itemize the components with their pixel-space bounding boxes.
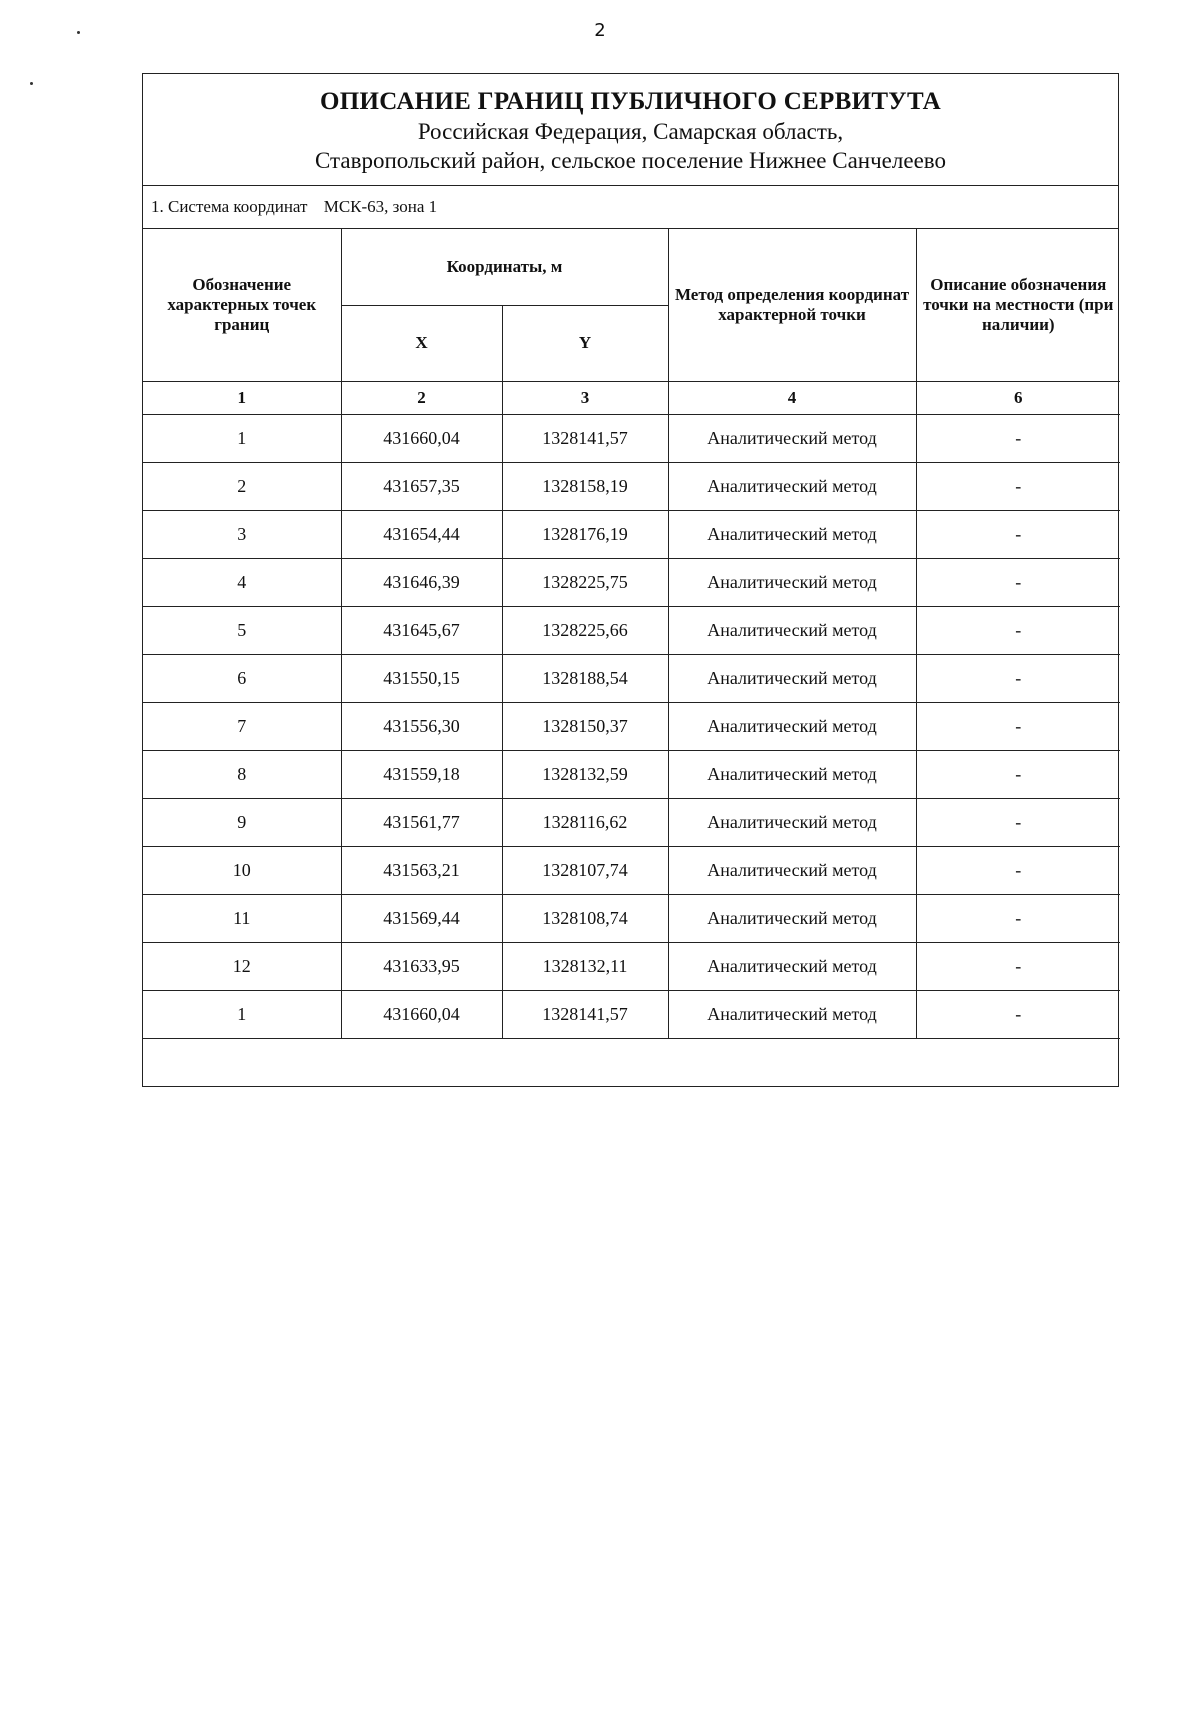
cell-x: 431657,35 xyxy=(341,462,502,510)
cell-method: Аналитический метод xyxy=(668,894,916,942)
cell-y: 1328158,19 xyxy=(502,462,668,510)
cell-y: 1328141,57 xyxy=(502,990,668,1038)
cell-point: 1 xyxy=(143,990,341,1038)
cell-x: 431563,21 xyxy=(341,846,502,894)
cell-point: 6 xyxy=(143,654,341,702)
column-number: 4 xyxy=(668,381,916,414)
table-row xyxy=(143,798,1120,846)
header-y: Y xyxy=(502,305,668,381)
cell-point: 8 xyxy=(143,750,341,798)
cell-description: - xyxy=(916,558,1120,606)
scan-artifact-dot xyxy=(30,82,33,85)
cell-description: - xyxy=(916,510,1120,558)
header-x: X xyxy=(341,305,502,381)
cell-x: 431556,30 xyxy=(341,702,502,750)
coordinate-system-label: 1. Система координат xyxy=(151,197,308,216)
cell-description: - xyxy=(916,702,1120,750)
table-row xyxy=(143,750,1120,798)
cell-point: 3 xyxy=(143,510,341,558)
table-footer-row xyxy=(143,1038,1120,1086)
cell-description: - xyxy=(916,894,1120,942)
table-row xyxy=(143,558,1120,606)
table-row xyxy=(143,846,1120,894)
cell-method: Аналитический метод xyxy=(668,414,916,462)
empty-footer-cell xyxy=(143,1038,1120,1086)
cell-method: Аналитический метод xyxy=(668,654,916,702)
cell-point: 12 xyxy=(143,942,341,990)
cell-x: 431654,44 xyxy=(341,510,502,558)
cell-x: 431660,04 xyxy=(341,414,502,462)
table-row xyxy=(143,414,1120,462)
cell-point: 4 xyxy=(143,558,341,606)
cell-description: - xyxy=(916,654,1120,702)
cell-description: - xyxy=(916,462,1120,510)
cell-y: 1328107,74 xyxy=(502,846,668,894)
cell-method: Аналитический метод xyxy=(668,558,916,606)
cell-x: 431559,18 xyxy=(341,750,502,798)
document-header xyxy=(143,74,1118,186)
cell-description: - xyxy=(916,606,1120,654)
header-coordinates: Координаты, м xyxy=(341,229,668,305)
cell-method: Аналитический метод xyxy=(668,702,916,750)
column-number: 3 xyxy=(502,381,668,414)
cell-y: 1328141,57 xyxy=(502,414,668,462)
table-row xyxy=(143,606,1120,654)
header-description: Описание обозначения точки на местности (при наличии) xyxy=(916,229,1120,381)
header-point: Обозначение характерных точек границ xyxy=(143,229,341,381)
cell-description: - xyxy=(916,750,1120,798)
cell-point: 2 xyxy=(143,462,341,510)
table-row xyxy=(143,654,1120,702)
coordinate-system-value: МСК-63, зона 1 xyxy=(323,197,438,216)
cell-point: 7 xyxy=(143,702,341,750)
cell-point: 10 xyxy=(143,846,341,894)
cell-description: - xyxy=(916,942,1120,990)
cell-method: Аналитический метод xyxy=(668,990,916,1038)
cell-x: 431660,04 xyxy=(341,990,502,1038)
table-row xyxy=(143,702,1120,750)
cell-x: 431550,15 xyxy=(341,654,502,702)
cell-x: 431645,67 xyxy=(341,606,502,654)
table-row xyxy=(143,462,1120,510)
table-row xyxy=(143,894,1120,942)
cell-method: Аналитический метод xyxy=(668,606,916,654)
cell-point: 11 xyxy=(143,894,341,942)
table-row xyxy=(143,942,1120,990)
cell-y: 1328132,11 xyxy=(502,942,668,990)
page-number: 2 xyxy=(594,20,606,41)
cell-method: Аналитический метод xyxy=(668,750,916,798)
cell-description: - xyxy=(916,414,1120,462)
document-subtitle-line2: Ставропольский район, сельское поселение Нижнее Санчелеево xyxy=(315,148,946,173)
cell-y: 1328176,19 xyxy=(502,510,668,558)
cell-method: Аналитический метод xyxy=(668,462,916,510)
column-number: 1 xyxy=(143,381,341,414)
cell-x: 431646,39 xyxy=(341,558,502,606)
cell-x: 431569,44 xyxy=(341,894,502,942)
cell-method: Аналитический метод xyxy=(668,510,916,558)
cell-description: - xyxy=(916,798,1120,846)
cell-y: 1328225,75 xyxy=(502,558,668,606)
cell-description: - xyxy=(916,846,1120,894)
cell-method: Аналитический метод xyxy=(668,798,916,846)
cell-y: 1328225,66 xyxy=(502,606,668,654)
cell-x: 431633,95 xyxy=(341,942,502,990)
table-row xyxy=(143,510,1120,558)
coordinate-system-row xyxy=(143,186,1118,229)
cell-y: 1328188,54 xyxy=(502,654,668,702)
cell-y: 1328108,74 xyxy=(502,894,668,942)
scan-artifact-dot xyxy=(77,31,80,34)
cell-point: 5 xyxy=(143,606,341,654)
cell-description: - xyxy=(916,990,1120,1038)
cell-point: 1 xyxy=(143,414,341,462)
coordinates-table xyxy=(143,229,1120,1086)
column-number: 2 xyxy=(341,381,502,414)
servitude-boundary-document xyxy=(142,73,1119,1087)
cell-y: 1328150,37 xyxy=(502,702,668,750)
cell-y: 1328132,59 xyxy=(502,750,668,798)
table-row xyxy=(143,990,1120,1038)
document-title: ОПИСАНИЕ ГРАНИЦ ПУБЛИЧНОГО СЕРВИТУТА xyxy=(319,88,942,115)
document-subtitle-line1: Российская Федерация, Самарская область, xyxy=(417,119,844,144)
cell-x: 431561,77 xyxy=(341,798,502,846)
column-number: 6 xyxy=(916,381,1120,414)
cell-method: Аналитический метод xyxy=(668,942,916,990)
header-method: Метод определения координат характерной точки xyxy=(668,229,916,381)
cell-y: 1328116,62 xyxy=(502,798,668,846)
cell-point: 9 xyxy=(143,798,341,846)
cell-method: Аналитический метод xyxy=(668,846,916,894)
